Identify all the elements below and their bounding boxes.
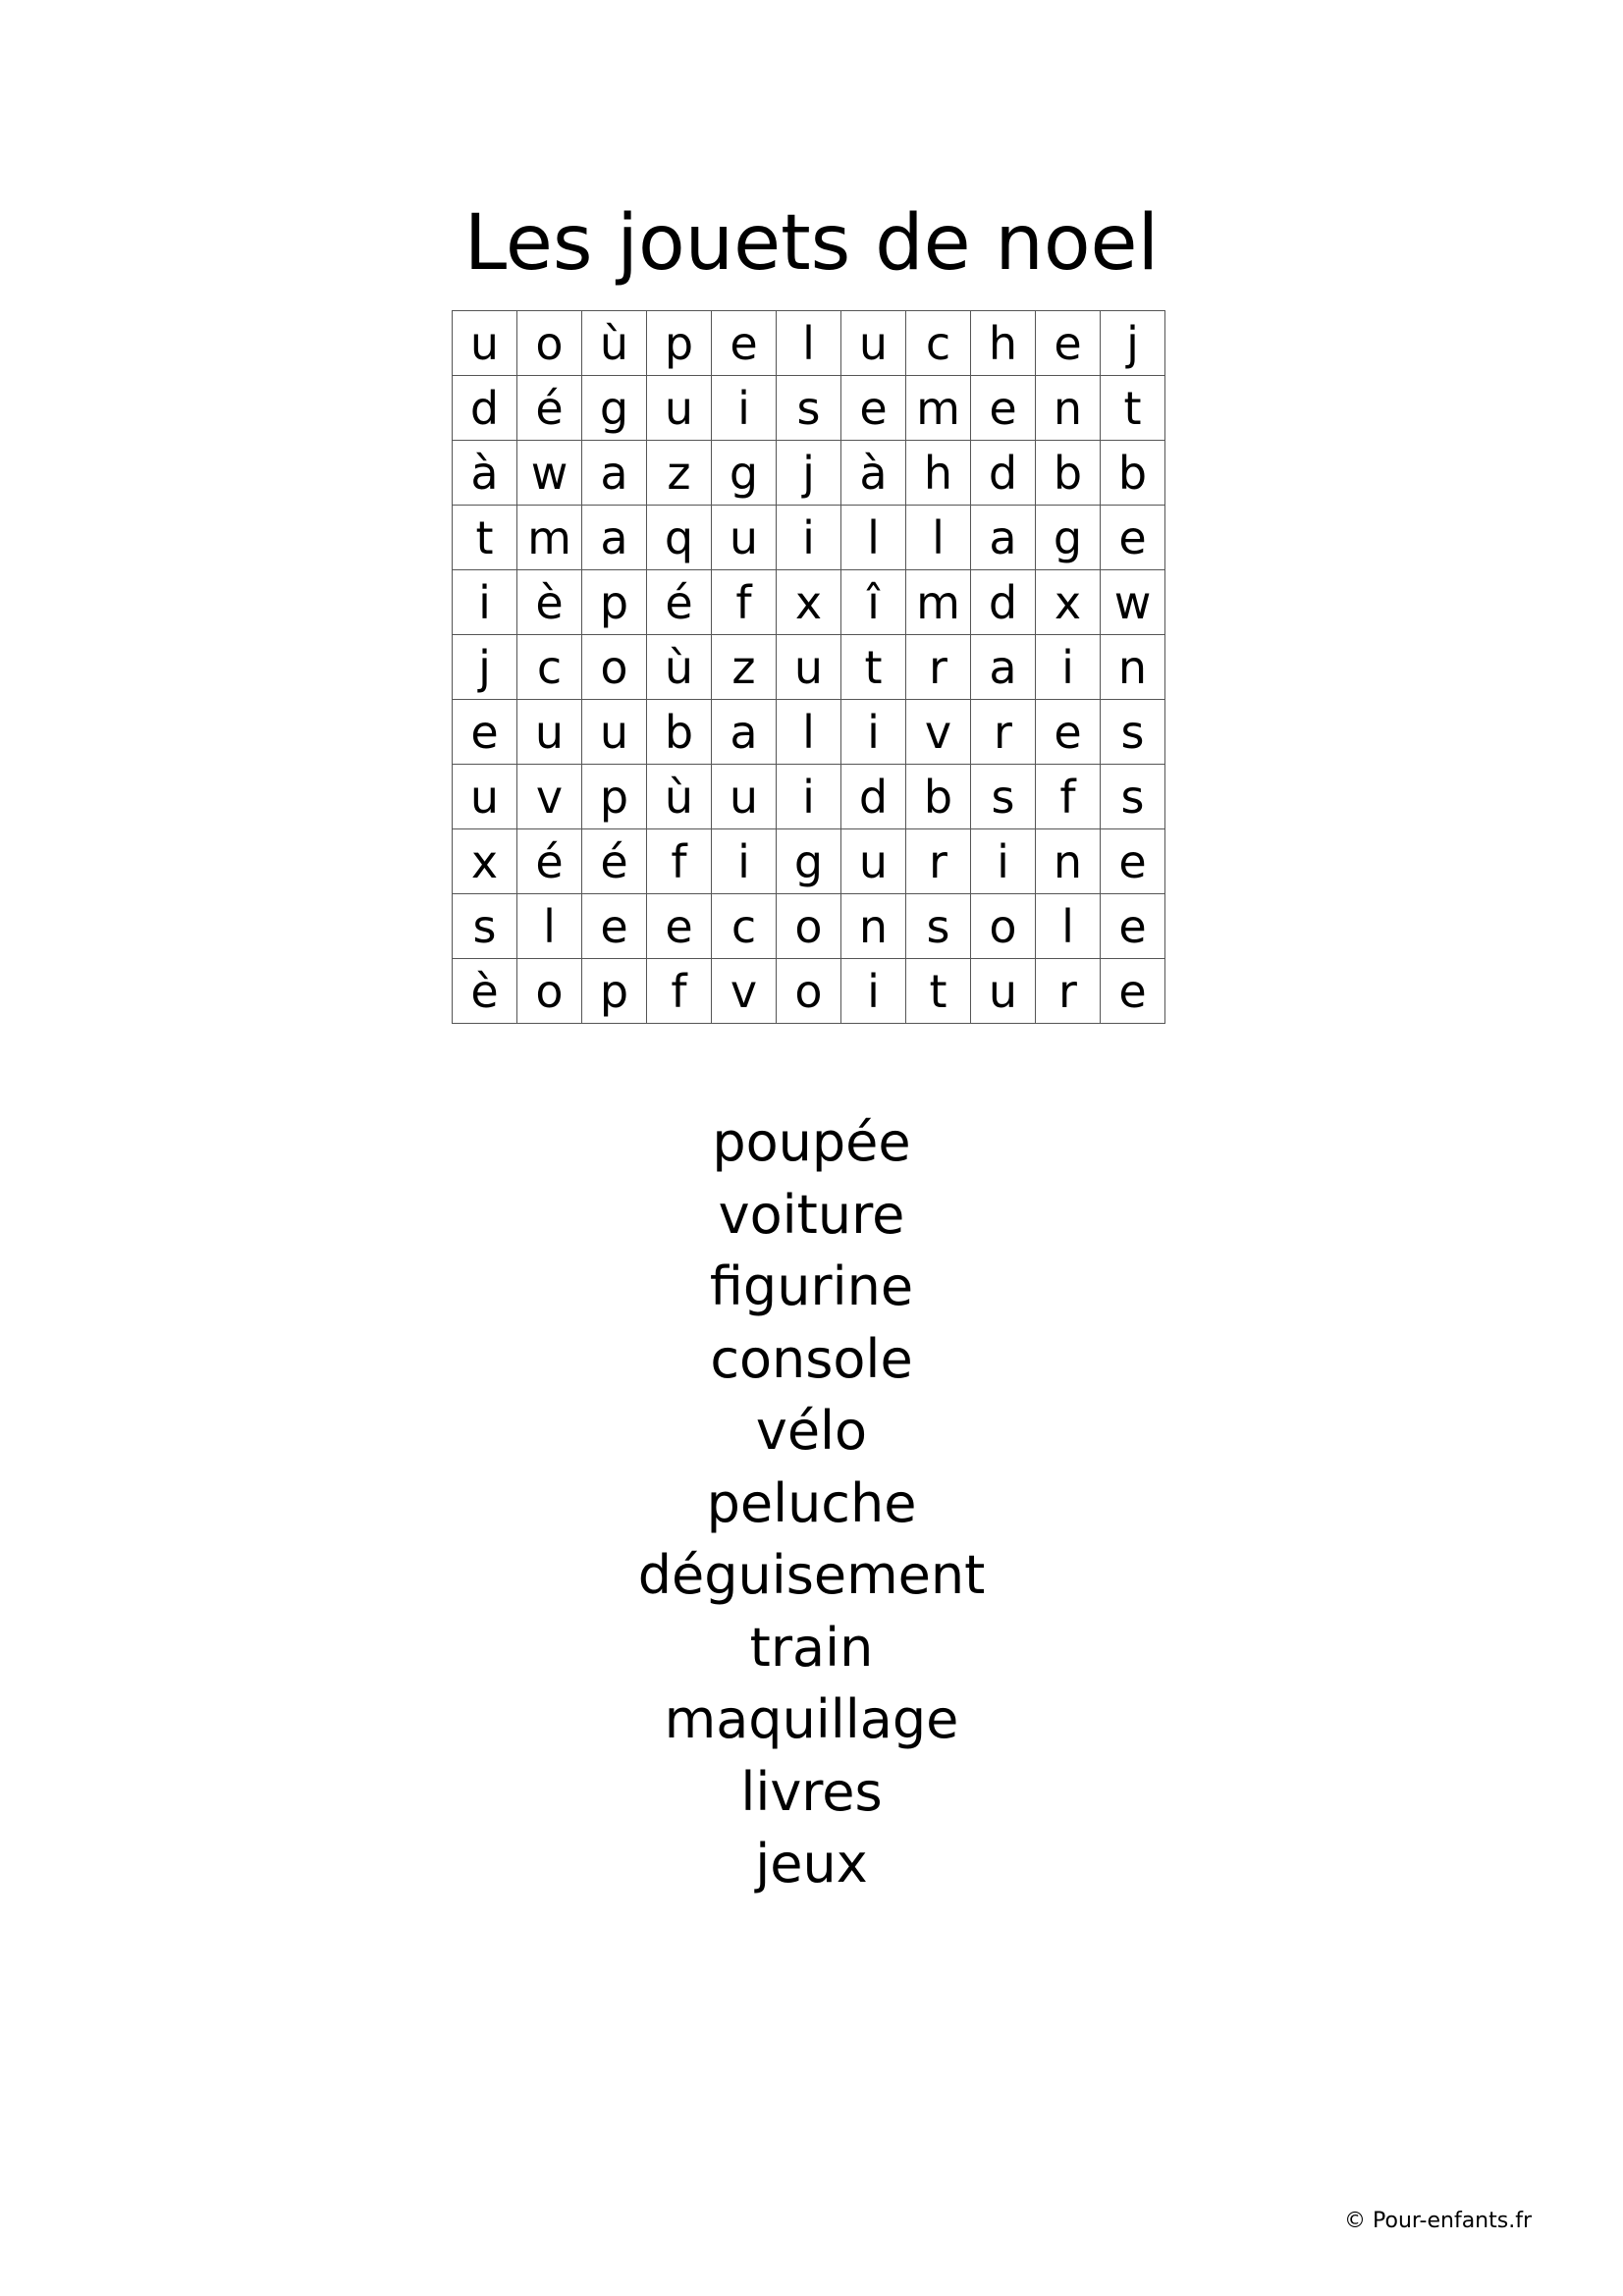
grid-cell: é [647,570,712,635]
word-list-item: poupée [712,1111,911,1173]
grid-cell: r [906,829,971,894]
grid-cell: i [971,829,1036,894]
grid-cell: a [582,441,647,506]
grid-cell: u [647,376,712,441]
grid-cell: e [971,376,1036,441]
grid-cell: e [1101,959,1165,1024]
grid-cell: i [841,700,906,765]
grid-cell: c [517,635,582,700]
word-list-item: jeux [755,1833,868,1895]
grid-cell: u [712,765,777,829]
grid-cell: g [777,829,841,894]
grid-row [453,894,1165,959]
grid-cell: b [1036,441,1101,506]
grid-cell: n [1036,829,1101,894]
grid-cell: j [777,441,841,506]
grid-cell: e [712,311,777,376]
grid-cell: u [582,700,647,765]
grid-row [453,829,1165,894]
grid-cell: p [647,311,712,376]
grid-cell: h [906,441,971,506]
grid-cell: i [712,376,777,441]
grid-cell: b [906,765,971,829]
grid-cell: t [453,506,517,570]
grid-cell: j [1101,311,1165,376]
grid-cell: à [841,441,906,506]
grid-cell: d [971,570,1036,635]
grid-cell: i [1036,635,1101,700]
grid-cell: h [971,311,1036,376]
grid-cell: t [841,635,906,700]
grid-cell: p [582,765,647,829]
grid-cell: u [841,311,906,376]
grid-cell: e [582,894,647,959]
grid-cell: a [712,700,777,765]
grid-cell: u [841,829,906,894]
grid-cell: d [841,765,906,829]
grid-cell: u [453,765,517,829]
grid-cell: b [647,700,712,765]
word-list-item: maquillage [664,1688,959,1750]
word-list-item: console [710,1327,913,1390]
grid-cell: q [647,506,712,570]
grid-cell: a [971,506,1036,570]
grid-cell: e [647,894,712,959]
grid-row [453,570,1165,635]
grid-cell: o [582,635,647,700]
grid-cell: j [453,635,517,700]
grid-cell: e [1101,829,1165,894]
grid-cell: x [1036,570,1101,635]
grid-cell: z [647,441,712,506]
grid-cell: ù [647,635,712,700]
grid-cell: l [1036,894,1101,959]
grid-cell: m [517,506,582,570]
grid-cell: i [777,506,841,570]
grid-cell: l [841,506,906,570]
grid-cell: d [453,376,517,441]
grid-cell: x [777,570,841,635]
word-list-item: figurine [709,1255,914,1317]
grid-cell: b [1101,441,1165,506]
word-list-item: voiture [718,1183,905,1246]
grid-cell: a [971,635,1036,700]
grid-cell: l [777,700,841,765]
grid-cell: s [453,894,517,959]
grid-cell: t [906,959,971,1024]
grid-cell: g [1036,506,1101,570]
grid-cell: é [517,829,582,894]
copyright-credit: © Pour-enfants.fr [1344,2209,1532,2233]
word-list [0,1106,1623,1900]
grid-cell: n [841,894,906,959]
grid-cell: e [1036,700,1101,765]
grid-cell: i [841,959,906,1024]
grid-cell: v [906,700,971,765]
grid-cell: i [777,765,841,829]
grid-cell: s [1101,700,1165,765]
grid-cell: u [777,635,841,700]
grid-cell: d [971,441,1036,506]
grid-cell: s [777,376,841,441]
grid-cell: r [971,700,1036,765]
grid-cell: u [517,700,582,765]
grid-cell: e [1101,506,1165,570]
grid-cell: f [712,570,777,635]
grid-cell: à [453,441,517,506]
grid-row [453,376,1165,441]
grid-cell: i [453,570,517,635]
grid-cell: l [777,311,841,376]
grid-cell: t [1101,376,1165,441]
word-search-grid [452,310,1165,1024]
word-list-item: déguisement [637,1544,986,1606]
grid-cell: o [517,959,582,1024]
grid-cell: w [517,441,582,506]
grid-cell: e [841,376,906,441]
grid-row [453,311,1165,376]
grid-cell: r [906,635,971,700]
grid-cell: u [453,311,517,376]
word-list-item: train [749,1616,874,1679]
word-list-item: vélo [755,1400,868,1462]
grid-cell: o [517,311,582,376]
grid-cell: c [906,311,971,376]
grid-cell: m [906,570,971,635]
grid-cell: w [1101,570,1165,635]
grid-cell: s [1101,765,1165,829]
grid-cell: s [906,894,971,959]
grid-cell: u [971,959,1036,1024]
grid-row [453,700,1165,765]
grid-cell: c [712,894,777,959]
grid-cell: è [453,959,517,1024]
grid-cell: l [906,506,971,570]
grid-cell: e [453,700,517,765]
grid-cell: s [971,765,1036,829]
grid-cell: é [582,829,647,894]
grid-cell: p [582,959,647,1024]
grid-cell: n [1036,376,1101,441]
grid-cell: u [712,506,777,570]
grid-cell: ù [647,765,712,829]
word-list-item: livres [740,1760,883,1823]
grid-cell: a [582,506,647,570]
grid-cell: g [712,441,777,506]
grid-cell: o [777,959,841,1024]
grid-cell: x [453,829,517,894]
grid-row [453,959,1165,1024]
grid-cell: f [647,829,712,894]
grid-cell: r [1036,959,1101,1024]
grid-cell: f [647,959,712,1024]
grid-cell: î [841,570,906,635]
grid-row [453,765,1165,829]
grid-cell: p [582,570,647,635]
grid-row [453,506,1165,570]
grid-cell: n [1101,635,1165,700]
page-title: Les jouets de noel [463,199,1160,288]
grid-cell: è [517,570,582,635]
grid-cell: é [517,376,582,441]
grid-row [453,635,1165,700]
word-list-item: peluche [706,1471,917,1534]
grid-row [453,441,1165,506]
grid-cell: e [1101,894,1165,959]
grid-cell: o [777,894,841,959]
grid-cell: i [712,829,777,894]
grid-cell: m [906,376,971,441]
grid-cell: l [517,894,582,959]
grid-cell: v [712,959,777,1024]
grid-cell: o [971,894,1036,959]
grid-cell: ù [582,311,647,376]
grid-cell: z [712,635,777,700]
grid-cell: f [1036,765,1101,829]
grid-cell: v [517,765,582,829]
grid-cell: e [1036,311,1101,376]
grid-cell: g [582,376,647,441]
